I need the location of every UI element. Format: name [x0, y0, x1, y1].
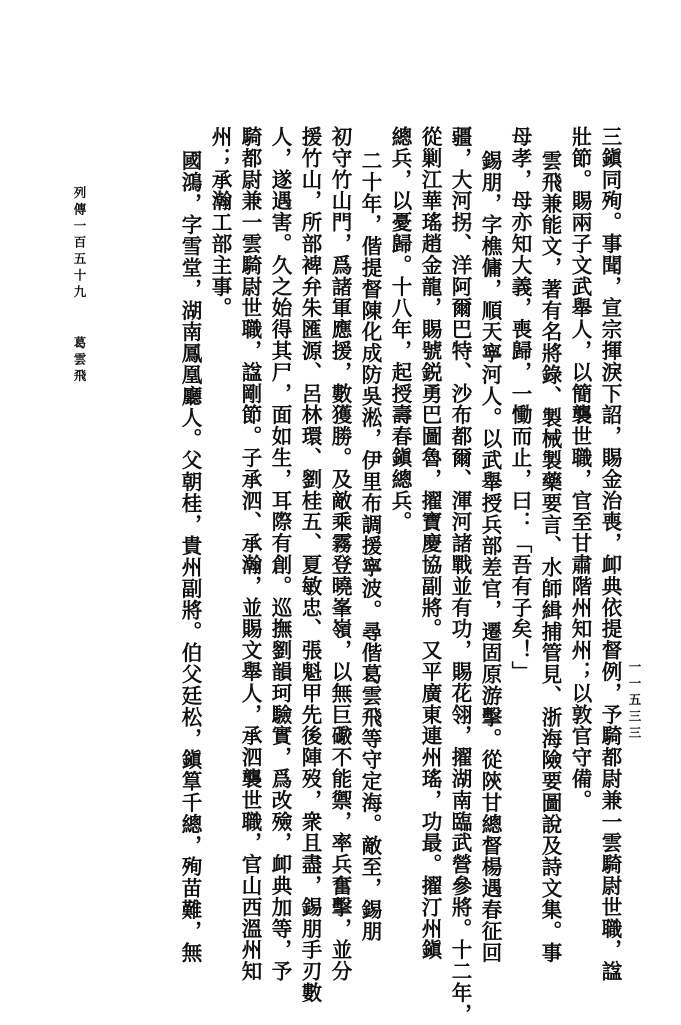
- text-column: 二十年，偕提督陳化成防吳淞，伊里布調援寧波。尋偕葛雲飛等守定海。敵至，錫朋: [358, 150, 382, 942]
- text-column: 州；承瀚工部主事。: [208, 126, 232, 319]
- text-column: 騎都尉兼一雲騎尉世職，諡剛節。子承泗、承瀚，並賜文舉人，承泗襲世職，官山西溫州知: [238, 126, 262, 982]
- text-column: 援竹山，所部裨弁朱匯源、呂林環、劉桂五、夏敏忠、張魁甲先後陣歿，衆且盡，錫朋手刃數: [298, 126, 322, 1004]
- text-column: 總兵，以憂歸。十八年，起授壽春鎭總兵。: [388, 126, 412, 533]
- text-column: 國鴻，字雪堂，湖南鳳凰廳人。父朝桂，貴州副將。伯父廷松，鎭筸千總，殉苗難，無: [178, 150, 202, 964]
- text-column: 雲飛兼能文，著有名將錄、製械製藥要言、水師緝捕管見、浙海險要圖說及詩文集。事: [538, 150, 562, 964]
- text-column: 壯節。賜兩子文武舉人，以簡襲世職，官至甘肅階州知州；以敦官守備。: [568, 126, 592, 811]
- text-column: 人，遂遇害。久之始得其尸，面如生，耳際有創。巡撫劉韻珂驗實，爲改殮，卹典加等，予: [268, 126, 292, 982]
- subject-name: 葛雲飛: [72, 336, 87, 386]
- text-column: 疆，大河拐、洋阿爾巴特、沙布都爾、渾河諸戰並有功，賜花翎，擢湖南臨武營參將。十二年，: [448, 126, 472, 1025]
- text-column: 從剿江華瑤趙金龍，賜號鋭勇巴圖魯，擢寶慶協副將。又平廣東連州瑤，功最。擢汀州鎭: [418, 126, 442, 961]
- chapter-label: 列傳一百五十九: [72, 186, 87, 302]
- text-column: 三鎭同殉。事聞，宣宗揮淚下詔，賜金治喪，卹典依提督例，予騎都尉兼一雲騎尉世職，諡: [598, 126, 622, 982]
- text-column: 初守竹山門，爲諸軍應援，數獲勝。及敵乘霧登曉峯嶺，以無巨礮不能禦，率兵奮擊，並分: [328, 126, 352, 982]
- text-column: 錫朋，字樵傭，順天寧河人。以武舉授兵部差官，遷固原游擊。從陝甘總督楊遇春征回: [478, 150, 502, 964]
- page-number: 一一五三三: [627, 660, 642, 743]
- text-column: 母孝，母亦知大義，喪歸，一慟而止，曰：「吾有子矣！」: [508, 126, 532, 683]
